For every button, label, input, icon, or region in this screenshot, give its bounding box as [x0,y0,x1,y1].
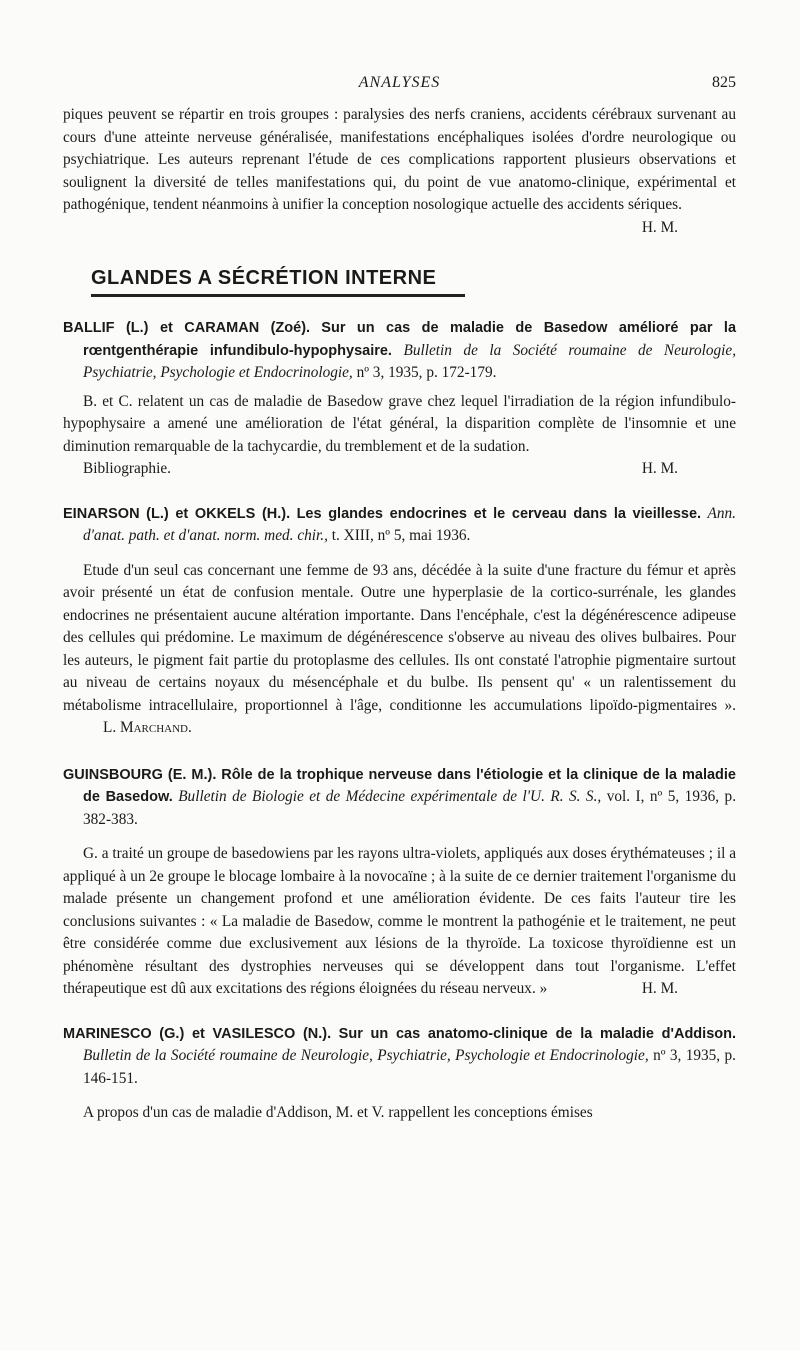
entry-body [63,560,736,740]
running-header [63,64,736,94]
entry-signature: H. M. [641,980,678,997]
entry-authors: MARINESCO (G.) et VASILESCO (N.). [63,1025,332,1042]
entry-authors: GUINSBOURG (E. M.). [63,766,217,783]
review-entry [63,764,736,1001]
review-entry [63,1023,736,1125]
entry-source: Bulletin de la Société roumaine de Neurologie, Psychiatrie, Psychologie et Endocrinologie, [83,1047,649,1064]
bibliography-label: Bibliographie. [83,460,171,477]
review-entry [63,503,736,740]
entry-body: A propos d'un cas de maladie d'Addison, M. et V. rappellent les conceptions émises [83,1104,593,1121]
intro-signature: H. M. [641,218,678,236]
entry-details: nº 3, 1935, p. 172-179. [356,364,497,381]
entry-signature: L. Marchand. [103,719,192,736]
entry-signature: H. M. [641,460,678,477]
section-heading: GLANDES A SÉCRÉTION INTERNE [91,267,465,297]
entry-authors: BALLIF (L.) et CARAMAN (Zoé). [63,320,311,336]
entry-title: Sur un cas anatomo-clinique de la maladie d'Addison. [338,1025,737,1042]
document-page [63,64,736,1125]
entry-authors: EINARSON (L.) et OKKELS (H.). [63,505,291,522]
entry-source: Bulletin de Biologie et de Médecine expérimentale de l'U. R. S. S., [178,788,602,805]
entry-details: nº 3, 1935, p. 146-151. [83,1047,736,1087]
entry-details: vol. I, nº 5, 1936, p. 382-383. [83,788,737,828]
entry-source: Bulletin de la Société roumaine de Neurologie, Psychiatrie, Psychologie et Endocrinologie, [83,341,737,381]
entry-title: Sur un cas de maladie de Basedow amélioré par la rœntgenthérapie infundibulo-hypophysaire. [83,320,737,359]
entry-details: t. XIII, nº 5, mai 1936. [331,527,471,544]
entry-body: B. et C. relatent un cas de maladie de Basedow grave chez lequel l'irradiation de la région infundibulo-hypophysaire a amené une amélioration de l'état général, la disparition complète de l'insomnie et une diminution remarquable de la tachycardie, du tremblement et de la sudation. [63,392,736,455]
entry-extra [63,458,736,481]
page-number: 825 [712,74,736,91]
entry-source: Ann. d'anat. path. et d'anat. norm. med. chir., [83,504,736,544]
intro-paragraph [63,104,736,236]
entry-body [63,843,736,1001]
entry-citation [63,317,736,385]
entry-title: Les glandes endocrines et le cerveau dans la vieillesse. [296,505,702,522]
entry-citation [63,764,736,832]
entry-citation [63,1023,736,1091]
running-title: ANALYSES [358,74,441,91]
intro-text: piques peuvent se répartir en trois groupes : paralysies des nerfs craniens, accidents cérébraux survenant au cours d'une atteinte nerveuse généralisée, manifestations encéphaliques isolées d'ordre neurologique ou psychiatrique. Les auteurs reprenant l'étude de ces complications rapportent plusieurs observations et soulignent la diversité de telles manifestations qui, du point de vue anatomo-clinique, expérimental et pathogénique, tendent néanmoins à unifier la conception nosologique actuelle des accidents sériques. [63,106,736,213]
entry-body-text: G. a traité un groupe de basedowiens par les rayons ultra-violets, appliqués aux doses érythémateuses ; il a appliqué à un 2e groupe le blocage lombaire à la novocaïne ; à la suite de ce dernier traitement l'organisme du malade présente un changement profond et une amélioration évidente. De ces faits l'auteur tire les conclusions suivantes : « La maladie de Basedow, comme le montrent la pathogénie et le traitement, ne peut être considérée comme due exclusivement aux lésions de la thyroïde. La toxicose thyroïdienne est un phénomène résultant des dystrophies nerveuses qui se développent dans tout l'organisme. L'effet thérapeutique est dû aux excitations des régions éloignées du réseau nerveux. » [63,845,736,997]
review-entry [63,317,736,481]
entry-citation [63,503,736,548]
entry-title: Rôle de la trophique nerveuse dans l'étiologie et la clinique de la maladie de Basedow. [83,766,736,805]
entry-body-text: Etude d'un seul cas concernant une femme de 93 ans, décédée à la suite d'une fracture du fémur et après avoir présenté un état de confusion mentale. Outre une hyperplasie de la cortico-surrénale, les glandes endocrines ne présentaient aucune altération importante. Dans l'encéphale, c'est la dégénérescence adipeuse des cellules qui prédomine. Le maximum de dégénérescence s'observe au niveau des olives bulbaires. Pour les auteurs, le pigment fait partie du protoplasme des cellules. Ils ont constaté l'atrophie pigmentaire surtout au niveau de certains noyaux du mésencéphale et du bulbe. Ils pensent qu' « un ralentissement du métabolisme intracellulaire, proportionnel à l'âge, conditionne les accumulations lipoïdo-pigmentaires ». [63,561,736,714]
